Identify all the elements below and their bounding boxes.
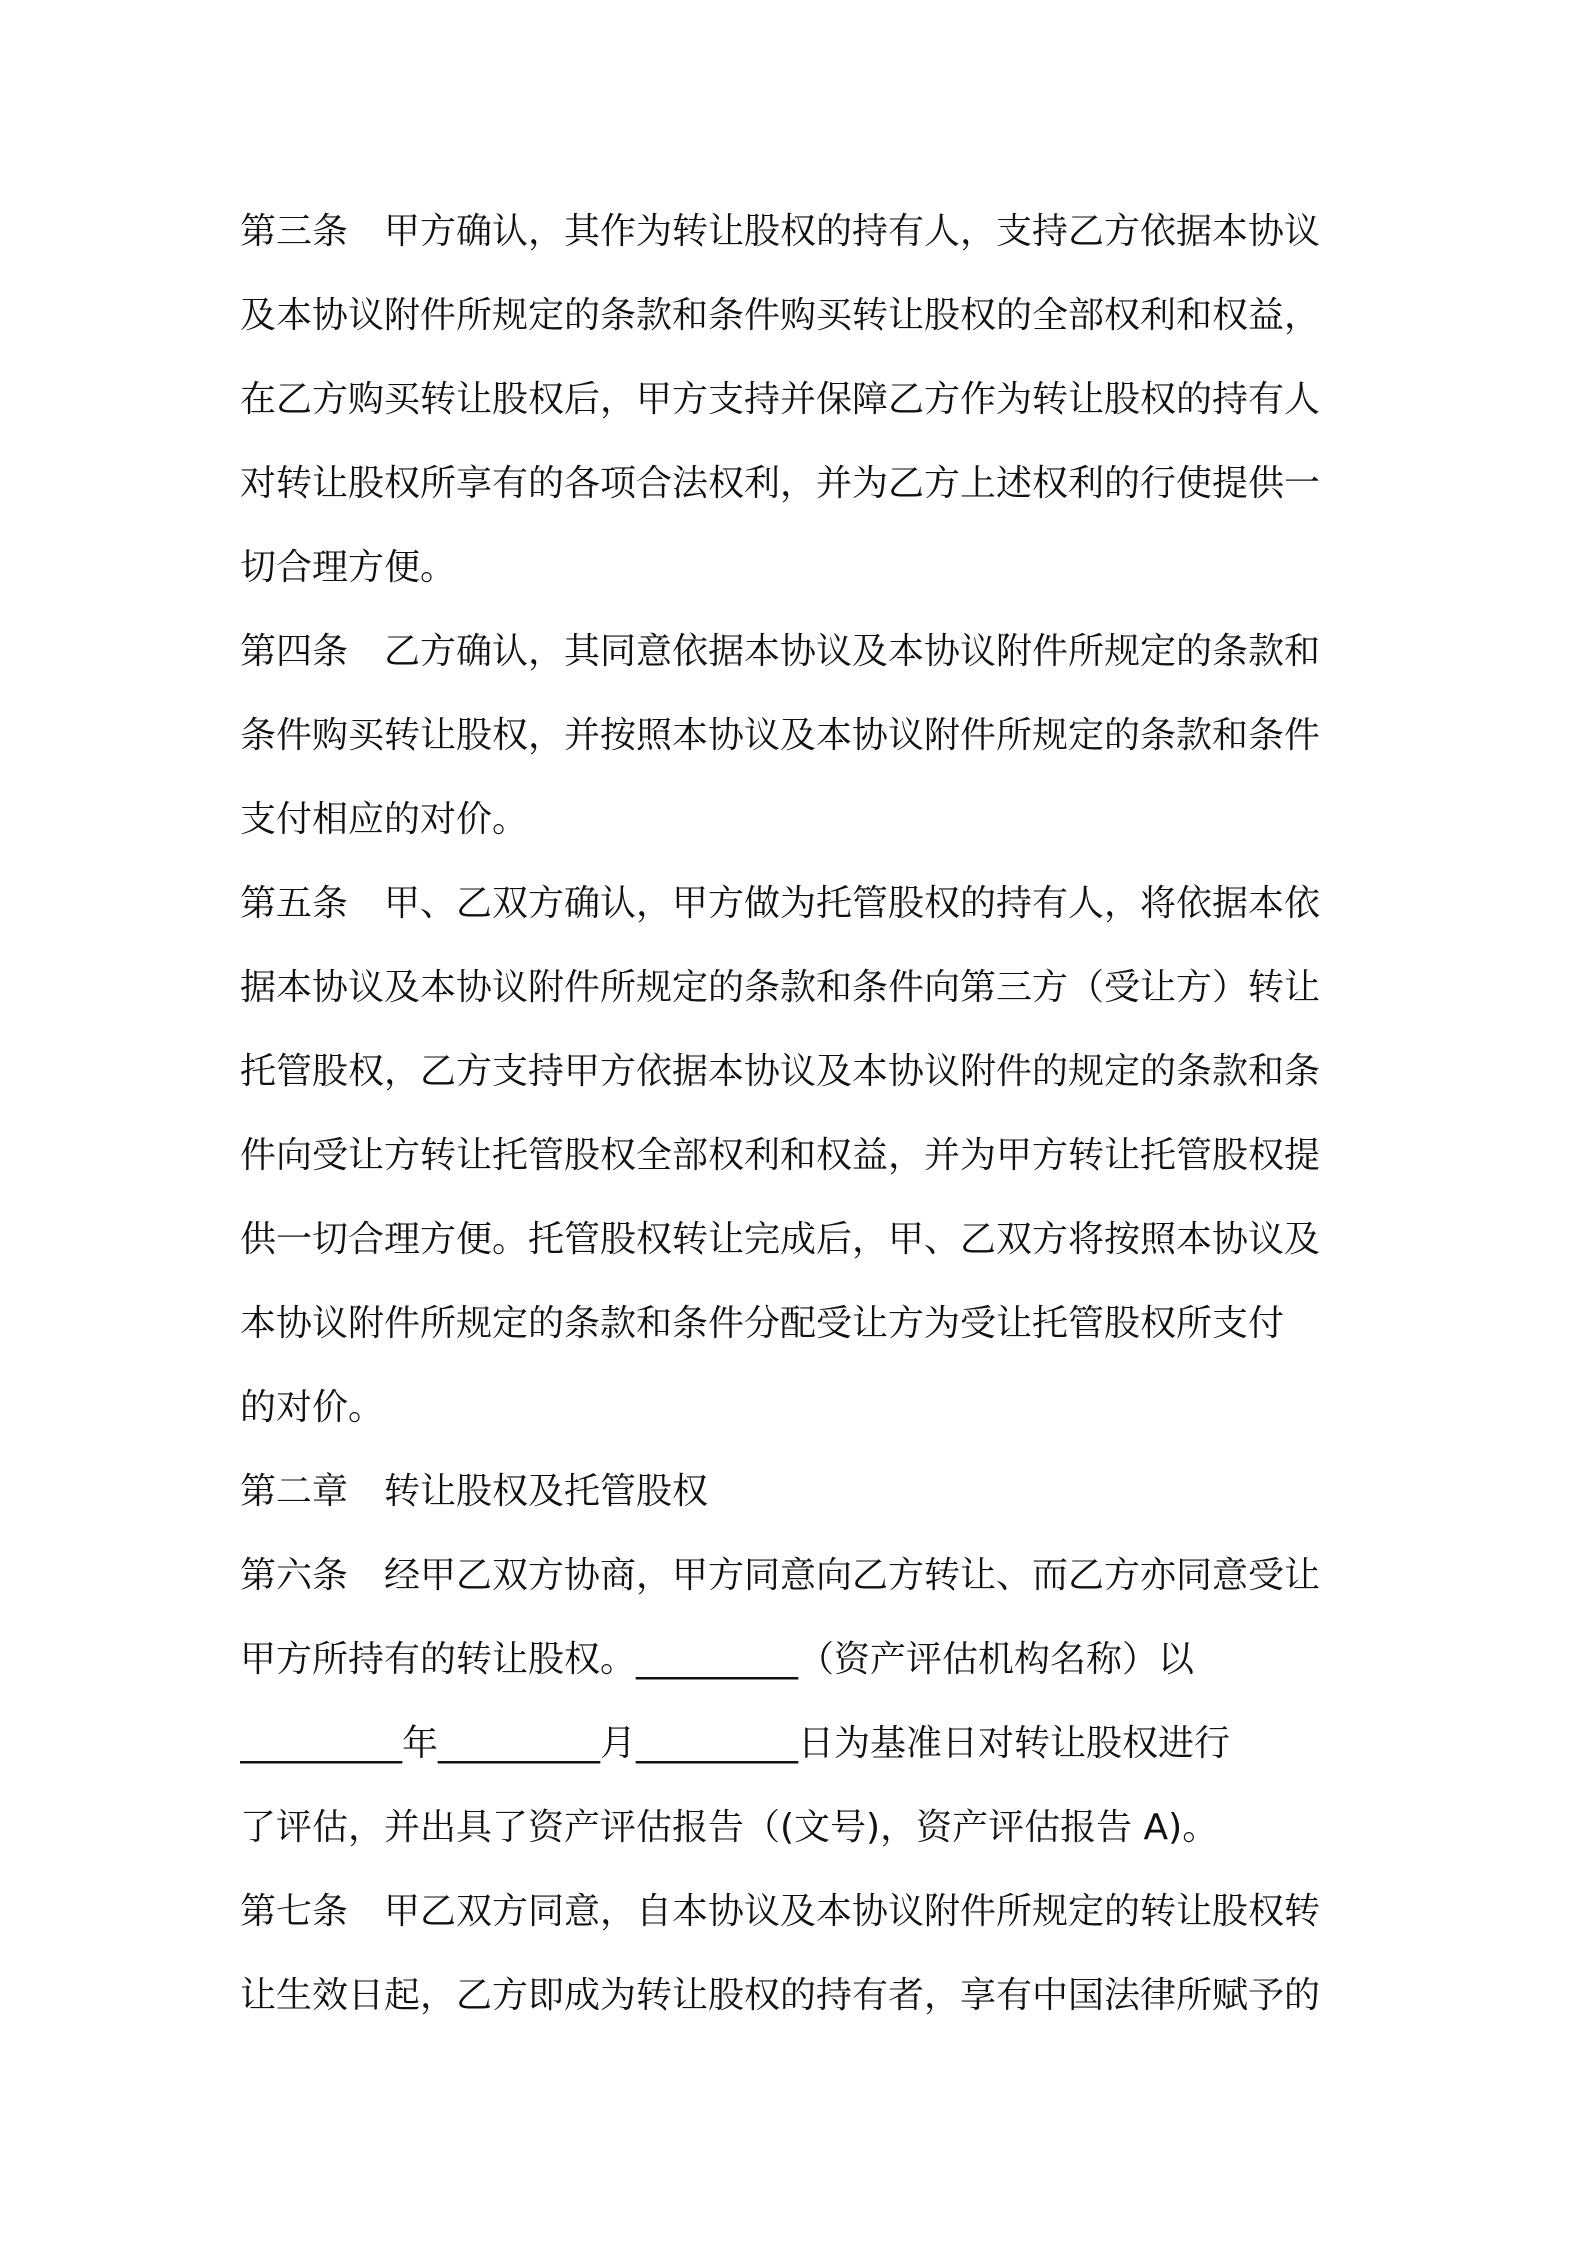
article-7-first-line (240, 1870, 1360, 1954)
article-4-line-3: 支付相应的对价。 (240, 799, 529, 840)
article-5-line-5: 供一切合理方便。托管股权转让完成后，甲、乙双方将按照本协议及 (240, 1219, 1321, 1260)
article-6-text: 经甲乙双方协商，甲方同意向乙方转让、而乙方亦同意受让 (384, 1555, 1321, 1596)
article-6-line-2: 甲方所持有的转让股权。_________（资产评估机构名称）以 (240, 1639, 1195, 1680)
article-3-label: 第三条 (240, 211, 349, 252)
document-body (240, 190, 1360, 2038)
article-7-label: 第七条 (240, 1891, 349, 1932)
article-5-line-2: 据本协议及本协议附件所规定的条款和条件向第三方（受让方）转让 (240, 967, 1321, 1008)
article-7-line-2: 让生效日起，乙方即成为转让股权的持有者，享有中国法律所赋予的 (240, 1975, 1321, 2016)
article-5-line-6: 本协议附件所规定的条款和条件分配受让方为受让托管股权所支付 (240, 1303, 1285, 1344)
article-5-line-3: 托管股权，乙方支持甲方依据本协议及本协议附件的规定的条款和条 (240, 1051, 1321, 1092)
article-3-first-line (240, 190, 1360, 274)
article-6-label: 第六条 (240, 1555, 349, 1596)
chapter-2-heading (240, 1450, 1360, 1534)
article-5-line-7: 的对价。 (240, 1387, 385, 1428)
article-6-first-line (240, 1534, 1360, 1618)
article-4-text: 乙方确认，其同意依据本协议及本协议附件所规定的条款和 (384, 631, 1321, 672)
chapter-2-title: 转让股权及托管股权 (384, 1471, 709, 1512)
article-6-line-4: 了评估，并出具了资产评估报告（(文号)，资产评估报告 A)。 (240, 1807, 1219, 1848)
article-3-line-4: 对转让股权所享有的各项合法权利，并为乙方上述权利的行使提供一 (240, 463, 1321, 504)
article-3-line-5: 切合理方便。 (240, 547, 457, 588)
article-5-line-4: 件向受让方转让托管股权全部权利和权益，并为甲方转让托管股权提 (240, 1135, 1321, 1176)
article-4-first-line (240, 610, 1360, 694)
article-7-text: 甲乙双方同意，自本协议及本协议附件所规定的转让股权转 (384, 1891, 1321, 1932)
article-4-line-2: 条件购买转让股权，并按照本协议及本协议附件所规定的条款和条件 (240, 715, 1321, 756)
article-6-line-3: _________年_________月_________日为基准日对转让股权进行 (240, 1723, 1231, 1764)
article-5-text: 甲、乙双方确认，甲方做为托管股权的持有人，将依据本依 (384, 883, 1321, 924)
article-4-label: 第四条 (240, 631, 349, 672)
chapter-2-label: 第二章 (240, 1471, 349, 1512)
article-3-line-3: 在乙方购买转让股权后，甲方支持并保障乙方作为转让股权的持有人 (240, 379, 1321, 420)
article-3-text: 甲方确认，其作为转让股权的持有人，支持乙方依据本协议 (384, 211, 1321, 252)
article-5-first-line (240, 862, 1360, 946)
article-3-line-2: 及本协议附件所规定的条款和条件购买转让股权的全部权利和权益， (240, 295, 1321, 336)
article-5-label: 第五条 (240, 883, 349, 924)
